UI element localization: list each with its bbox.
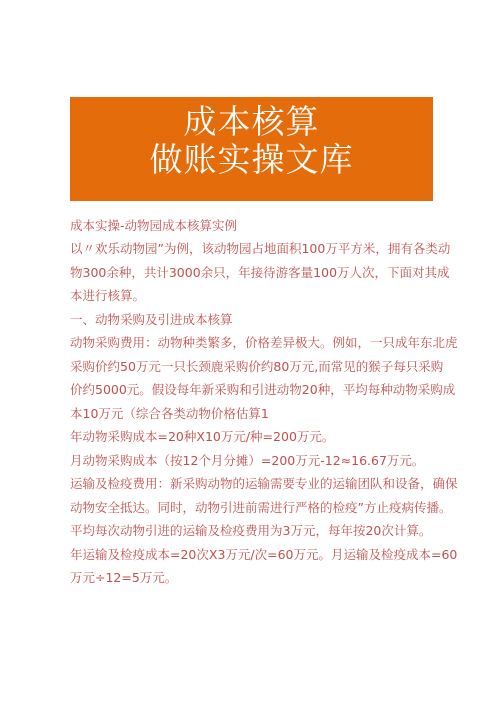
paragraph-line: 本10万元（综合各类动物价格估算1 [70,405,269,421]
banner-title-line2: 做账实操文库 [149,140,354,179]
document-body [70,215,458,590]
paragraph-line: 动物采购费用：动物种类繁多，价格差异极大。例如，一只成年东北虎 [70,335,458,350]
paragraph-line: 动物安全抵达。同时，动物引进前需进行严格的检疫”方止疫病传播。 [70,499,452,515]
paragraph-line: 本进行核算。 [70,288,146,303]
paragraph-line: 物300余种，共计3000余只，年接待游客量100万人次，下面对其成 [70,264,450,280]
formula-line: 万元÷12=5万元。 [70,570,178,585]
paragraph-line: 平均每次动物引进的运输及检疫费用为3万元，每年按20次计算。 [70,523,432,538]
formula-line: 年动物采购成本=20种X10万元/种=200万元。 [70,429,335,444]
section-heading: 一、动物采购及引进成本核算 [70,311,233,327]
paragraph-line: 运输及检疫费用：新采购动物的运输需要专业的运输团队和设备，确保 [70,476,458,491]
title-banner [70,97,433,201]
banner-title-line1: 成本核算 [183,102,320,141]
doc-subtitle: 成本实操-动物园成本核算实例 [70,218,238,233]
paragraph-line: 以〃欢乐动物园”为例，该动物园占地面积100万平方米，拥有各类动 [70,241,451,256]
paragraph-line: 采购价约50万元一只长颈鹿采购价约80万元,而常见的猴子每只采购 [70,358,444,374]
paragraph-line: 价约5000元。假设每年新采购和引进动物20种，平均每种动物采购成 [70,382,456,397]
formula-line: 月动物采购成本（按12个月分摊）=200万元-12≈16.67万元。 [70,452,425,468]
formula-line: 年运输及检疫成本=20次X3万元/次=60万元。月运输及检疫成本=60 [70,546,458,562]
